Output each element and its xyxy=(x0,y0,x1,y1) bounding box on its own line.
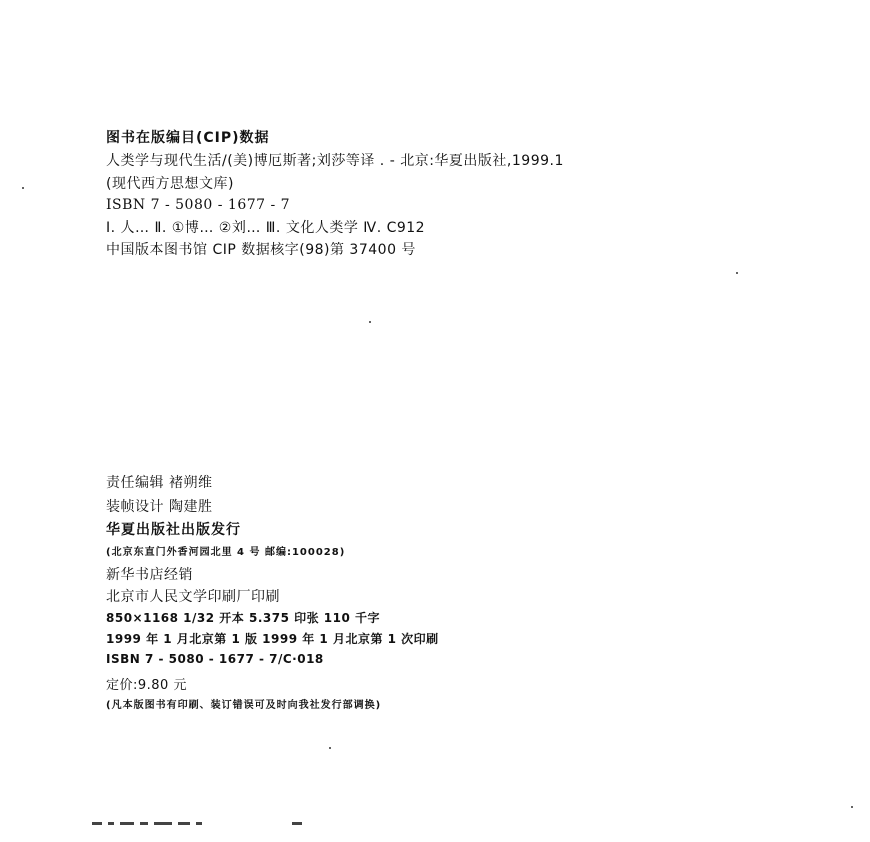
scan-speck xyxy=(736,272,738,274)
scan-speck xyxy=(22,187,24,189)
responsible-editor: 责任编辑 褚朔维 xyxy=(106,475,213,491)
scan-speck xyxy=(329,747,331,749)
scan-edge-artifact xyxy=(92,822,312,828)
price: 定价:9.80 元 xyxy=(106,678,187,693)
replacement-notice: (凡本版图书有印刷、装订错误可及时向我社发行部调换) xyxy=(106,700,382,711)
publisher: 华夏出版社出版发行 xyxy=(106,522,241,538)
scan-speck xyxy=(851,806,853,808)
format-specs: 850×1168 1/32 开本 5.375 印张 110 千字 xyxy=(106,611,381,625)
edition-info: 1999 年 1 月北京第 1 版 1999 年 1 月北京第 1 次印刷 xyxy=(106,632,439,646)
cip-record-number: 中国版本图书馆 CIP 数据核字(98)第 37400 号 xyxy=(106,242,416,258)
cip-series: (现代西方思想文库) xyxy=(106,176,234,192)
cip-subject-headings: Ⅰ. 人… Ⅱ. ①博… ②刘… Ⅲ. 文化人类学 Ⅳ. C912 xyxy=(106,220,426,236)
cip-isbn: ISBN 7 - 5080 - 1677 - 7 xyxy=(106,197,291,213)
scan-speck xyxy=(369,321,371,323)
cover-designer: 装帧设计 陶建胜 xyxy=(106,499,213,515)
printer: 北京市人民文学印刷厂印刷 xyxy=(106,589,280,605)
cip-catalog-entry: 人类学与现代生活/(美)博厄斯著;刘莎等译 . - 北京:华夏出版社,1999.1 xyxy=(106,153,564,169)
cip-heading: 图书在版编目(CIP)数据 xyxy=(106,130,270,146)
full-isbn: ISBN 7 - 5080 - 1677 - 7/C·018 xyxy=(106,652,324,666)
distributor: 新华书店经销 xyxy=(106,567,193,583)
publisher-address: (北京东直门外香河园北里 4 号 邮编:100028) xyxy=(106,547,346,558)
